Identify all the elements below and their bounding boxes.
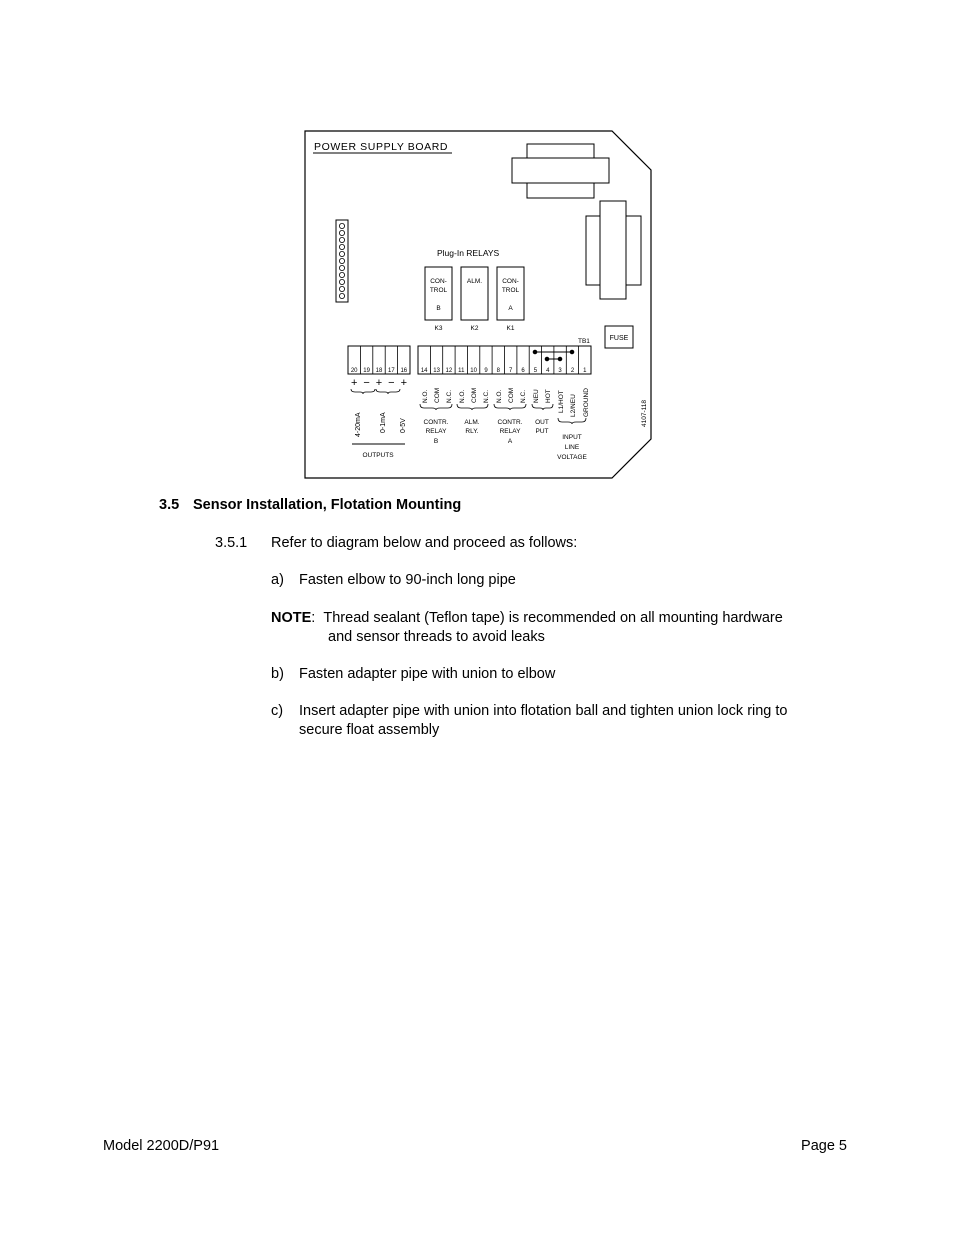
section-heading [159, 497, 461, 513]
terminal-number: 13 [433, 368, 440, 374]
list-item-c-line2: secure float assembly [299, 722, 440, 738]
section-title: Sensor Installation, Flotation Mounting [193, 497, 462, 513]
note-line2: and sensor threads to avoid leaks [328, 629, 545, 645]
plugin-relays-label: Plug-In RELAYS [437, 248, 500, 258]
contact-label: N.O. [459, 389, 466, 403]
terminal-number: 10 [470, 368, 477, 374]
list-item-c-line1: Insert adapter pipe with union into flotation ball and tighten union lock ring to [299, 703, 788, 719]
polarity-mark: − [363, 377, 370, 389]
group-contr-b-line1: CONTR. [423, 419, 449, 426]
tb1-label: TB1 [578, 338, 590, 345]
group-contr-a-line3: A [507, 438, 513, 445]
group-contr-a-line1: CONTR. [497, 419, 523, 426]
relay-k3-name: K3 [434, 325, 443, 332]
polarity-mark: + [375, 377, 383, 389]
footer-page-number: Page 5 [801, 1138, 847, 1154]
list-item-a [271, 571, 516, 590]
terminal-number: 9 [484, 368, 488, 374]
group-alm-line2: RLY. [465, 428, 479, 435]
contact-label: COM [434, 387, 441, 403]
fuse [605, 326, 633, 348]
group-input-line2: LINE [564, 444, 580, 451]
pin-header [336, 220, 348, 302]
terminal-number: 1 [583, 368, 587, 374]
note-block [271, 609, 783, 647]
relay-k1-line1: CON- [502, 278, 519, 285]
relay-k1-line2: TROL [501, 287, 520, 294]
output-signal-label: 0-1mA [380, 412, 387, 433]
relay-k3-line1: CON- [430, 278, 447, 285]
list-item-c-body [299, 702, 788, 740]
group-contr-b-line2: RELAY [425, 428, 447, 435]
list-item-b-text: Fasten adapter pipe with union to elbow [299, 666, 556, 682]
contact-label: COM [471, 387, 478, 403]
group-output-line2: PUT [535, 428, 549, 435]
note-label: NOTE [271, 610, 312, 626]
terminal-number: 7 [509, 368, 513, 374]
contact-label: N.C. [446, 390, 453, 403]
board-title: POWER SUPPLY BOARD [314, 141, 449, 153]
polarity-mark: − [388, 377, 395, 389]
transformer-connector-horizontal [512, 144, 609, 198]
contact-label: COM [508, 387, 515, 403]
list-item-b [271, 665, 555, 684]
note-line1: Thread sealant (Teflon tape) is recommended on all mounting hardware [323, 610, 783, 626]
terminal-number: 4 [546, 368, 550, 374]
power-supply-board-diagram [0, 0, 954, 490]
drawing-number: 4107-118 [641, 400, 648, 427]
polarity-mark: + [350, 377, 358, 389]
contact-label: NEU [533, 389, 540, 403]
contact-label: GROUND [583, 388, 590, 417]
terminal-number: 17 [388, 368, 395, 374]
terminal-number: 11 [458, 368, 465, 374]
step-number: 3.5.1 [215, 535, 248, 551]
contact-label: N.C. [520, 390, 527, 403]
terminal-number: 6 [521, 368, 525, 374]
group-output-line1: OUT [535, 419, 549, 426]
outputs-label: OUTPUTS [362, 452, 394, 459]
group-input-line1: INPUT [562, 434, 582, 441]
footer-model: Model 2200D/P91 [103, 1138, 220, 1154]
step-text: Refer to diagram below and proceed as follows: [271, 535, 578, 551]
list-item-a-text: Fasten elbow to 90-inch long pipe [299, 572, 516, 588]
fuse-label: FUSE [609, 335, 629, 342]
relay-k1-name: K1 [506, 325, 515, 332]
terminal-number: 3 [558, 368, 562, 374]
relay-k3 [425, 267, 452, 332]
terminal-number: 2 [570, 368, 575, 374]
contact-label: HOT [545, 389, 552, 403]
terminal-number: 5 [533, 368, 538, 374]
terminal-number: 20 [350, 368, 358, 374]
step-paragraph [215, 534, 577, 553]
note-colon: : [311, 610, 324, 626]
contact-label: L2/NEU [570, 394, 577, 417]
group-contr-a-line2: RELAY [499, 428, 521, 435]
contact-label: N.C. [483, 390, 490, 403]
relay-k2-name: K2 [470, 325, 479, 332]
relay-k3-line3: B [436, 305, 441, 312]
relay-k1 [497, 267, 524, 332]
group-contr-b-line3: B [433, 438, 439, 445]
terminal-number: 8 [496, 368, 500, 374]
contact-label: N.O. [422, 389, 429, 403]
list-item-a-label: a) [271, 572, 284, 588]
relay-k2 [461, 267, 488, 332]
relay-k1-line3: A [508, 305, 513, 312]
relay-k3-line2: TROL [429, 287, 448, 294]
group-alm-line1: ALM. [464, 419, 480, 426]
contact-label: L1/HOT [558, 390, 565, 413]
output-signal-label: 4-20mA [355, 412, 362, 437]
terminal-number: 12 [445, 368, 453, 374]
output-signal-label: 0-5V [400, 418, 407, 433]
relay-k2-line1: ALM. [466, 278, 483, 285]
list-item-c-label: c) [271, 703, 284, 719]
section-number: 3.5 [159, 497, 180, 513]
transformer-connector-vertical [586, 201, 641, 299]
polarity-mark: + [400, 377, 408, 389]
group-input-line3: VOLTAGE [557, 454, 587, 461]
list-item-b-label: b) [271, 666, 284, 682]
contact-label: N.O. [496, 389, 503, 403]
terminal-number: 14 [420, 368, 428, 374]
terminal-number: 18 [375, 368, 383, 374]
terminal-number: 19 [363, 368, 370, 374]
list-item-c [271, 702, 788, 740]
terminal-number: 16 [400, 368, 408, 374]
